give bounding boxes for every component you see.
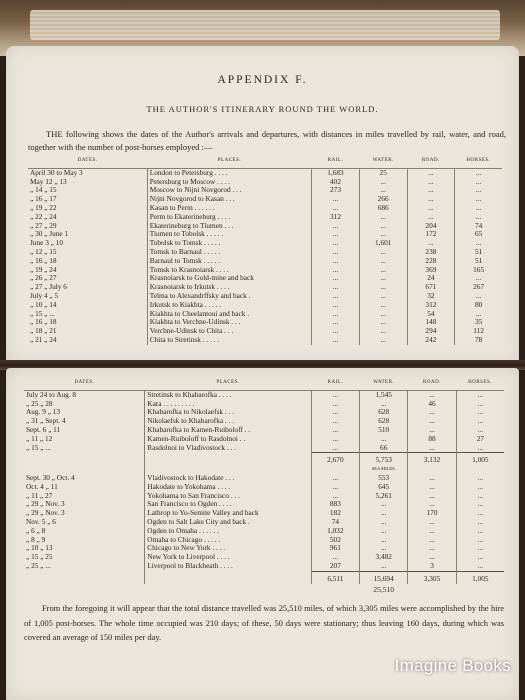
row-place: Yokohama to San Francisco . . . xyxy=(145,492,311,501)
row-place: Kara . . . . . . . . . xyxy=(145,400,311,409)
row-rail: ... xyxy=(312,248,360,257)
row-rail: 1,032 xyxy=(311,527,359,536)
row-horses: ... xyxy=(456,527,504,536)
row-date: April 30 to May 3 xyxy=(30,167,83,177)
row-horses: ... xyxy=(455,195,502,204)
row-place: Kiakhta to Verchne-Udinsk . . . xyxy=(147,318,311,327)
row-horses: 80 xyxy=(455,301,502,310)
row-rail: 883 xyxy=(311,500,359,509)
row-date: „ 29 „ Nov. 3 xyxy=(26,499,65,509)
row-date: „ 15 „ ... xyxy=(30,308,55,318)
row-place: Chita to Stretinsk . . . . . xyxy=(147,336,311,345)
row-road: 170 xyxy=(408,509,456,518)
row-date: May 12 „ 13 xyxy=(30,176,67,186)
col-road-header: ROAD. xyxy=(408,378,456,390)
row-date: „ 12 „ 15 xyxy=(30,246,57,256)
row-place: Moscow to Nijni Novgorod . . . xyxy=(147,186,311,195)
row-horses: 35 xyxy=(455,318,502,327)
sea-miles-label: SEA MILES. xyxy=(360,465,408,474)
row-rail: ... xyxy=(311,483,359,492)
col-water-header: WATER. xyxy=(359,156,407,168)
row-water: ... xyxy=(360,400,408,409)
row-rail: ... xyxy=(311,390,359,399)
row-rail: ... xyxy=(312,283,360,292)
subtotal-horses: 1,005 xyxy=(456,453,504,465)
col-dates-header: DATES. xyxy=(28,156,147,168)
row-date: July 4 „ 5 xyxy=(30,290,59,300)
row-rail: ... xyxy=(312,239,360,248)
row-place: Barnaul to Tomsk . . . . . xyxy=(147,257,311,266)
row-place: Verchne-Udinsk to Chita . . . xyxy=(147,327,311,336)
row-horses: 165 xyxy=(455,266,502,275)
row-date: „ 22 „ 24 xyxy=(30,211,57,221)
row-place: Perm to Ekaterineburg . . . . xyxy=(147,213,311,222)
row-road: ... xyxy=(408,483,456,492)
row-place: Tomsk to Krasnoiarsk . . . . xyxy=(147,266,311,275)
row-horses: ... xyxy=(456,509,504,518)
row-water: ... xyxy=(359,327,407,336)
total-horses: 1,005 xyxy=(456,571,504,583)
row-horses: 27 xyxy=(456,435,504,444)
row-horses: ... xyxy=(456,408,504,417)
row-place: Telma to Alexandrffsky and back . xyxy=(147,292,311,301)
total-road: 3,305 xyxy=(408,571,456,583)
row-rail: 207 xyxy=(311,562,359,571)
row-water: 266 xyxy=(359,195,407,204)
row-rail: ... xyxy=(312,230,360,239)
row-water: ... xyxy=(359,301,407,310)
row-rail: ... xyxy=(312,336,360,345)
row-road: ... xyxy=(408,417,456,426)
row-place: Nikolaefsk to Khabarofka . . . xyxy=(145,417,311,426)
row-road: 671 xyxy=(407,283,455,292)
row-date: „ 11 „ 27 xyxy=(26,490,53,500)
row-place: Kamen-Ruiboloff to Rasdolnoi . . xyxy=(145,435,311,444)
row-horses: 267 xyxy=(455,283,502,292)
row-road: ... xyxy=(408,500,456,509)
row-horses: ... xyxy=(455,178,502,187)
row-road: ... xyxy=(408,390,456,399)
appendix-title: APPENDIX F. xyxy=(217,74,308,86)
row-rail: ... xyxy=(312,310,360,319)
row-horses: ... xyxy=(456,390,504,399)
row-place: Stretinsk to Khabarofka . . . . xyxy=(145,390,311,399)
row-road: 46 xyxy=(408,400,456,409)
row-horses: ... xyxy=(455,310,502,319)
row-place: Vladivostock to Hakodate . . . xyxy=(145,474,311,483)
row-road: ... xyxy=(407,213,455,222)
col-horses-header: HORSES. xyxy=(455,156,502,168)
row-road: ... xyxy=(408,474,456,483)
row-water: ... xyxy=(359,257,407,266)
row-water: 628 xyxy=(360,417,408,426)
row-date: „ 31 „ Sept. 4 xyxy=(26,416,66,426)
grand-total-row xyxy=(24,584,504,595)
row-place: Chicago to New York . . . . xyxy=(145,544,311,553)
intro-paragraph: THE following shows the dates of the Author's arrivals and departures, with distances in miles travelled by rail, water, and road, together with the number of post-horses employed :— xyxy=(28,129,506,152)
row-place: Ogden to Salt Lake City and back . xyxy=(145,518,311,527)
row-place: San Francisco to Ogden . . . . xyxy=(145,500,311,509)
row-road: ... xyxy=(407,168,455,177)
row-horses: 74 xyxy=(455,222,502,231)
row-road: 148 xyxy=(407,318,455,327)
table-row xyxy=(24,444,504,453)
row-rail: ... xyxy=(311,435,359,444)
row-place: Tiumen to Tobolsk . . . . . xyxy=(147,230,311,239)
row-date: Sept. 6 „ 11 xyxy=(26,424,61,434)
row-road: 369 xyxy=(407,266,455,275)
row-rail: ... xyxy=(311,492,359,501)
row-water: 686 xyxy=(359,204,407,213)
table-row xyxy=(28,336,502,345)
row-horses: ... xyxy=(456,426,504,435)
row-place: Irkutsk to Kiakhta . . . . . xyxy=(147,301,311,310)
row-water: 628 xyxy=(360,408,408,417)
row-date: „ 10 „ 13 xyxy=(26,543,53,553)
col-rail-header: RAIL. xyxy=(312,156,360,168)
row-place: Tomsk to Barnaul . . . . . xyxy=(147,248,311,257)
row-date: Aug. 9 „ 13 xyxy=(26,407,61,417)
row-rail: ... xyxy=(311,408,359,417)
row-date: „ 27 „ July 6 xyxy=(30,282,67,292)
row-water: ... xyxy=(360,500,408,509)
row-road: 172 xyxy=(407,230,455,239)
row-date: „ 25 „ ... xyxy=(26,560,51,570)
row-water: 3,482 xyxy=(360,553,408,562)
row-rail: ... xyxy=(312,204,360,213)
row-horses: ... xyxy=(456,444,504,453)
row-place: Ekaterineburg to Tiumen . . . xyxy=(147,222,311,231)
col-places-header: PLACES. xyxy=(145,378,311,390)
row-date: July 24 to Aug. 8 xyxy=(26,389,77,399)
row-place: Krasnoiarsk to Gold-mine and back xyxy=(147,274,311,283)
row-water: 645 xyxy=(360,483,408,492)
row-place: Liverpool to Blackheath . . . . xyxy=(145,562,311,571)
row-water: ... xyxy=(360,527,408,536)
row-rail: ... xyxy=(311,426,359,435)
row-horses: ... xyxy=(455,204,502,213)
row-horses: ... xyxy=(456,417,504,426)
row-rail: ... xyxy=(312,292,360,301)
row-road: 32 xyxy=(407,292,455,301)
row-horses: ... xyxy=(456,500,504,509)
row-rail: 182 xyxy=(311,509,359,518)
row-place: Omaha to Chicago . . . . . xyxy=(145,536,311,545)
row-water: ... xyxy=(359,213,407,222)
row-date: „ 16 „ 18 xyxy=(30,317,57,327)
row-place: Petersburg to Moscow . . . . xyxy=(147,178,311,187)
row-horses: ... xyxy=(456,492,504,501)
row-water: ... xyxy=(359,292,407,301)
row-road: ... xyxy=(408,518,456,527)
row-horses: ... xyxy=(456,483,504,492)
row-road: 204 xyxy=(407,222,455,231)
table-row xyxy=(24,562,504,571)
row-road: 54 xyxy=(407,310,455,319)
row-water: ... xyxy=(359,178,407,187)
lower-page xyxy=(6,368,519,700)
row-horses: ... xyxy=(455,239,502,248)
row-rail: ... xyxy=(311,444,359,453)
conclusion-paragraph: From the foregoing it will appear that the total distance travelled was 25,510 miles, of which 3,305 miles were accomplished by the hire of 1,005 post-horses. The whole time occupied was 210 days; of these, 50 days were stationary; thus leaving 160 days, during which was covered an average of 150 miles per day. xyxy=(24,604,504,642)
row-rail: 961 xyxy=(311,544,359,553)
row-horses: ... xyxy=(455,186,502,195)
row-road: 3 xyxy=(408,562,456,571)
row-horses: ... xyxy=(456,562,504,571)
row-water: ... xyxy=(359,186,407,195)
row-date: Sept. 30 „ Oct. 4 xyxy=(26,472,75,482)
row-horses: ... xyxy=(455,213,502,222)
itinerary-table-lower xyxy=(24,378,504,594)
row-horses: ... xyxy=(456,400,504,409)
row-rail: ... xyxy=(312,274,360,283)
row-horses: 112 xyxy=(455,327,502,336)
row-water: ... xyxy=(360,518,408,527)
row-place: New York to Liverpool . . . . xyxy=(145,553,311,562)
row-water: ... xyxy=(359,336,407,345)
row-road: 238 xyxy=(407,248,455,257)
row-water: 553 xyxy=(360,474,408,483)
row-water: ... xyxy=(359,310,407,319)
row-water: 66 xyxy=(360,444,408,453)
row-road: ... xyxy=(407,178,455,187)
col-places-header: PLACES. xyxy=(147,156,311,168)
col-horses-header: HORSES. xyxy=(456,378,504,390)
row-date: „ 16 „ 17 xyxy=(30,194,57,204)
row-horses: ... xyxy=(456,544,504,553)
itinerary-title: THE AUTHOR'S ITINERARY ROUND THE WORLD. xyxy=(146,104,379,114)
row-road: ... xyxy=(407,204,455,213)
row-rail: 1,683 xyxy=(312,168,360,177)
row-rail: 74 xyxy=(311,518,359,527)
row-place: Nijni Novgorod to Kasan . . . xyxy=(147,195,311,204)
row-road: ... xyxy=(407,195,455,204)
row-date: „ 18 „ 21 xyxy=(30,326,57,336)
upper-page xyxy=(6,46,519,364)
row-rail: ... xyxy=(312,327,360,336)
row-road: ... xyxy=(408,408,456,417)
row-road: ... xyxy=(408,544,456,553)
row-rail: 312 xyxy=(312,213,360,222)
row-water: ... xyxy=(359,248,407,257)
row-water: 1,601 xyxy=(359,239,407,248)
total-rail: 6,511 xyxy=(311,571,359,583)
row-date: „ 19 „ 24 xyxy=(30,264,57,274)
row-road: 24 xyxy=(407,274,455,283)
row-rail: ... xyxy=(312,318,360,327)
row-water: 5,261 xyxy=(360,492,408,501)
row-date: „ 25 „ 28 xyxy=(26,398,53,408)
row-rail: 502 xyxy=(311,536,359,545)
row-water: 1,545 xyxy=(360,390,408,399)
row-place: Ogden to Omaha . . . . . . xyxy=(145,527,311,536)
row-water: ... xyxy=(360,435,408,444)
row-horses: ... xyxy=(455,168,502,177)
watermark: Imagine Books xyxy=(394,656,511,675)
row-water: ... xyxy=(359,318,407,327)
row-horses: ... xyxy=(455,274,502,283)
subtotal-road: 3,132 xyxy=(408,453,456,465)
row-horses: ... xyxy=(456,536,504,545)
row-horses: ... xyxy=(456,474,504,483)
row-date: „ 10 „ 14 xyxy=(30,299,57,309)
row-rail: ... xyxy=(311,474,359,483)
row-date: „ 19 „ 22 xyxy=(30,202,57,212)
row-date: „ 6 „ 8 xyxy=(26,525,46,535)
row-water: 510 xyxy=(360,426,408,435)
row-place: Kasan to Perm . . . . . . xyxy=(147,204,311,213)
row-water: ... xyxy=(359,266,407,275)
row-road: 88 xyxy=(408,435,456,444)
row-rail: ... xyxy=(312,257,360,266)
row-water: ... xyxy=(359,222,407,231)
page-edges xyxy=(30,10,500,40)
row-date: „ 15 „ 25 xyxy=(26,552,53,562)
row-date: „ 21 „ 24 xyxy=(30,334,57,344)
row-rail: ... xyxy=(311,400,359,409)
row-date: „ 30 „ June 1 xyxy=(30,229,69,239)
row-road: ... xyxy=(408,527,456,536)
row-date: „ 8 „ 9 xyxy=(26,534,46,544)
sea-table-body xyxy=(24,474,504,571)
col-dates-header: DATES. xyxy=(24,378,145,390)
grand-total: 25,510 xyxy=(373,584,395,594)
row-date: June 3 „ 10 xyxy=(30,238,64,248)
row-rail: ... xyxy=(311,553,359,562)
row-place: Rasdolnoi to Vladivostock . . . xyxy=(145,444,311,453)
row-rail: ... xyxy=(312,301,360,310)
row-place: Khabarofka to Nikolaefsk . . . xyxy=(145,408,311,417)
row-place: Khabarofka to Kamen-Ruiboloff . . xyxy=(145,426,311,435)
row-road: ... xyxy=(408,492,456,501)
row-water: 25 xyxy=(359,168,407,177)
row-rail: ... xyxy=(311,417,359,426)
row-date: „ 14 „ 15 xyxy=(30,185,57,195)
subtotal-row xyxy=(24,453,504,465)
row-place: London to Petersburg . . . . xyxy=(147,168,311,177)
lower-table-body xyxy=(24,390,504,453)
row-water: ... xyxy=(360,536,408,545)
row-road: 312 xyxy=(407,301,455,310)
row-place: Kiakhta to Cheelantoui and back . xyxy=(147,310,311,319)
row-rail: 402 xyxy=(312,178,360,187)
row-date: „ 27 „ 29 xyxy=(30,220,57,230)
col-water-header: WATER. xyxy=(360,378,408,390)
row-horses: ... xyxy=(456,553,504,562)
col-rail-header: RAIL. xyxy=(311,378,359,390)
row-road: ... xyxy=(408,426,456,435)
row-horses: 51 xyxy=(455,257,502,266)
row-horses: ... xyxy=(456,518,504,527)
col-road-header: ROAD. xyxy=(407,156,455,168)
row-horses: ... xyxy=(455,292,502,301)
row-road: ... xyxy=(408,553,456,562)
table-header-row xyxy=(24,378,504,390)
row-rail: ... xyxy=(312,266,360,275)
row-place: Tobolsk to Tomsk . . . . . xyxy=(147,239,311,248)
row-road: 228 xyxy=(407,257,455,266)
row-road: ... xyxy=(408,444,456,453)
upper-table-body xyxy=(28,168,502,344)
table-header-row xyxy=(28,156,502,168)
row-horses: 65 xyxy=(455,230,502,239)
row-date: „ 15 „ ... xyxy=(26,442,51,452)
subtotal-water: 5,753 xyxy=(360,453,408,465)
row-rail: ... xyxy=(312,222,360,231)
row-road: ... xyxy=(407,186,455,195)
row-place: Hakodate to Yokohama . . . . xyxy=(145,483,311,492)
subtotal-rail: 2,670 xyxy=(311,453,359,465)
row-date: „ 29 „ Nov. 3 xyxy=(26,508,65,518)
row-road: ... xyxy=(408,536,456,545)
row-date: „ 16 „ 18 xyxy=(30,255,57,265)
row-date: „ 26 „ 27 xyxy=(30,273,57,283)
total-water: 15,694 xyxy=(360,571,408,583)
row-rail: ... xyxy=(312,195,360,204)
row-rail: 273 xyxy=(312,186,360,195)
row-place: Lathrop to Yo-Semite Valley and back xyxy=(145,509,311,518)
itinerary-table-upper xyxy=(28,156,502,345)
row-water: ... xyxy=(360,509,408,518)
row-horses: 51 xyxy=(455,248,502,257)
row-water: ... xyxy=(360,562,408,571)
row-horses: 78 xyxy=(455,336,502,345)
row-water: ... xyxy=(359,230,407,239)
total-row xyxy=(24,571,504,583)
row-place: Krasnoiarsk to Irkutsk . . . . xyxy=(147,283,311,292)
row-water: ... xyxy=(359,283,407,292)
row-road: 242 xyxy=(407,336,455,345)
row-date: „ 11 „ 12 xyxy=(26,433,53,443)
row-road: 294 xyxy=(407,327,455,336)
row-water: ... xyxy=(360,544,408,553)
row-water: ... xyxy=(359,274,407,283)
row-date: Oct. 4 „ 11 xyxy=(26,481,58,491)
row-date: Nov. 5 „ 6 xyxy=(26,516,56,526)
row-road: ... xyxy=(407,239,455,248)
